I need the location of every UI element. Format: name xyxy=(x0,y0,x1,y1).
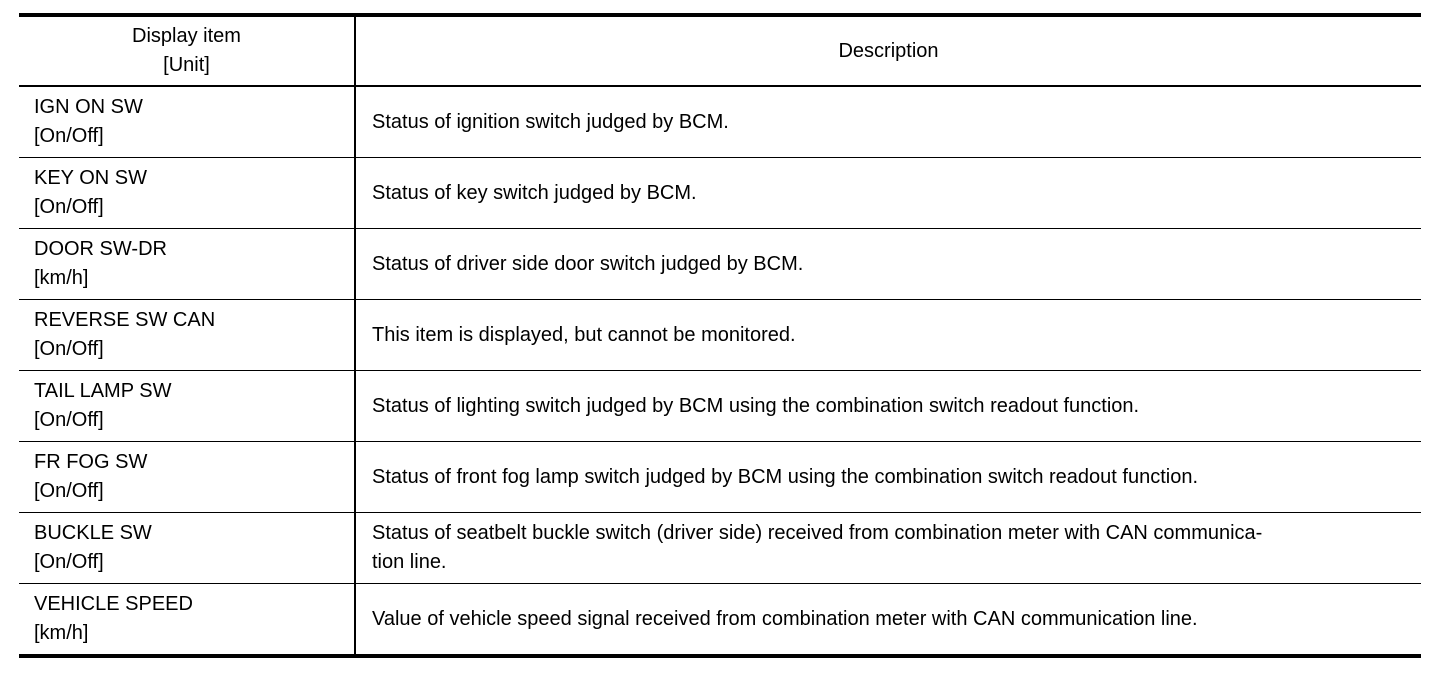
description-cell xyxy=(355,513,1421,584)
display-item-cell xyxy=(19,158,355,229)
description-cell: Status of key switch judged by BCM. xyxy=(355,158,1421,229)
header-display-item xyxy=(19,17,355,86)
display-item-cell xyxy=(19,513,355,584)
table-row xyxy=(19,300,1421,371)
item-unit: [On/Off] xyxy=(34,338,104,360)
table-row xyxy=(19,513,1421,584)
description-cell: This item is displayed, but cannot be monitored. xyxy=(355,300,1421,371)
display-item-cell xyxy=(19,300,355,371)
table-row xyxy=(19,442,1421,513)
item-unit: [On/Off] xyxy=(34,551,104,573)
item-name: DOOR SW-DR xyxy=(34,238,167,260)
item-unit: [On/Off] xyxy=(34,409,104,431)
item-name: FR FOG SW xyxy=(34,451,148,473)
header-unit-label: [Unit] xyxy=(163,54,210,76)
display-item-cell xyxy=(19,442,355,513)
item-unit: [km/h] xyxy=(34,622,89,644)
table-row xyxy=(19,158,1421,229)
item-name: IGN ON SW xyxy=(34,96,143,118)
description-cell: Status of driver side door switch judged by BCM. xyxy=(355,229,1421,300)
table-header-row xyxy=(19,17,1421,86)
description-cell: Status of front fog lamp switch judged by BCM using the combination switch readout function. xyxy=(355,442,1421,513)
item-unit: [On/Off] xyxy=(34,196,104,218)
display-item-table xyxy=(19,17,1421,654)
table-row xyxy=(19,584,1421,655)
header-description: Description xyxy=(355,17,1421,86)
description-line: tion line. xyxy=(372,551,447,573)
item-name: BUCKLE SW xyxy=(34,522,152,544)
description-cell: Value of vehicle speed signal received from combination meter with CAN communication line. xyxy=(372,607,1198,630)
item-unit: [km/h] xyxy=(34,267,89,289)
display-item-cell xyxy=(19,229,355,300)
description-cell: Status of lighting switch judged by BCM using the combination switch readout function. xyxy=(355,371,1421,442)
table-row xyxy=(19,86,1421,158)
item-name: TAIL LAMP SW xyxy=(34,380,172,402)
display-item-cell xyxy=(19,584,355,655)
display-item-cell xyxy=(19,371,355,442)
item-name: VEHICLE SPEED xyxy=(34,593,193,615)
item-name: KEY ON SW xyxy=(34,167,147,189)
table-row xyxy=(19,229,1421,300)
description-line: Status of seatbelt buckle switch (driver side) received from combination meter with CAN communica- xyxy=(372,522,1263,544)
table-row xyxy=(19,371,1421,442)
item-name: REVERSE SW CAN xyxy=(34,309,216,331)
description-cell: Status of ignition switch judged by BCM. xyxy=(355,86,1421,158)
display-item-cell xyxy=(19,86,355,158)
display-item-table-wrapper xyxy=(19,13,1421,658)
header-display-item-label: Display item xyxy=(132,25,241,47)
item-unit: [On/Off] xyxy=(34,480,104,502)
item-unit: [On/Off] xyxy=(34,125,104,147)
